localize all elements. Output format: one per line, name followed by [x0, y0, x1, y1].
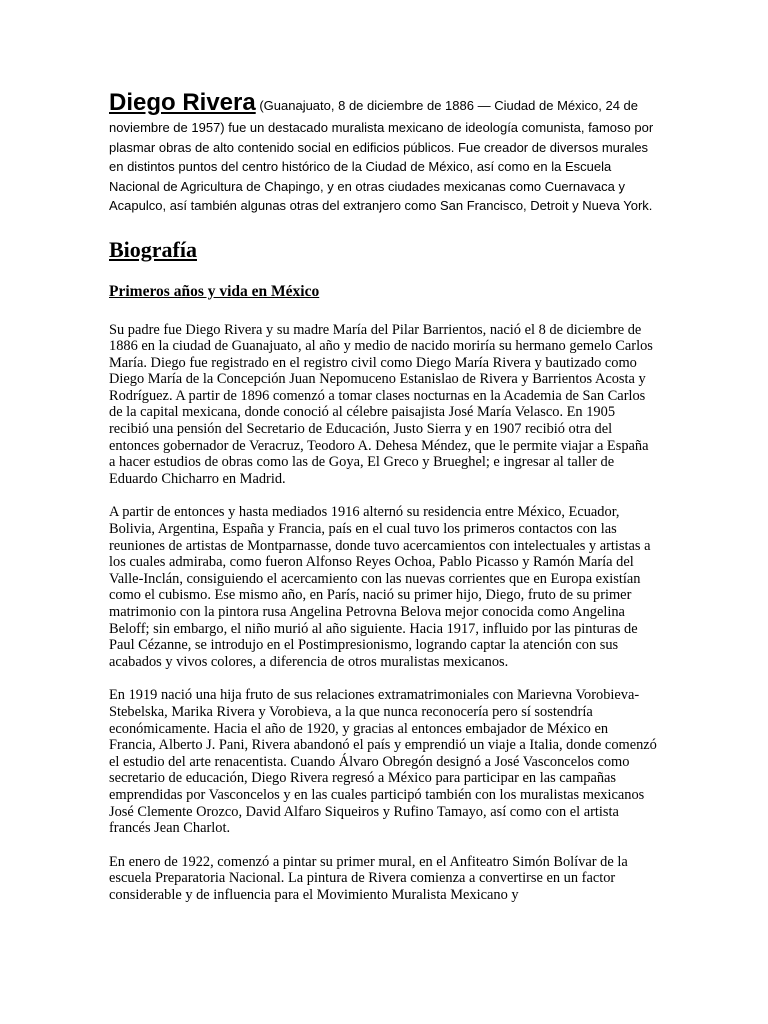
body-paragraph-1: Su padre fue Diego Rivera y su madre María del Pilar Barrientos, nació el 8 de diciembre de 1886 en la ciudad de Guanajuato, al año y medio de nacido moriría su hermano gemelo Carlos María. Diego fue registrado en el registro civil como Diego María Rivera y bautizado como Diego María de la Concepción Juan Nepomuceno Estanislao de Rivera y Barrientos Acosta y Rodríguez. A partir de 1896 comenzó a tomar clases nocturnas en la Academia de San Carlos de la capital mexicana, donde conoció al célebre paisajista José María Velasco. En 1905 recibió una pensión del Secretario de Educación, Justo Sierra y en 1907 recibió otra del entonces gobernador de Veracruz, Teodoro A. Dehesa Méndez, que le permite viajar a España a hacer estudios de obras como las de Goya, El Greco y Brueghel; e ingresar al taller de Eduardo Chicharro en Madrid. [109, 321, 653, 487]
intro-paragraph [109, 88, 657, 216]
body-paragraph-4: En enero de 1922, comenzó a pintar su primer mural, en el Anfiteatro Simón Bolívar de la escuela Preparatoria Nacional. La pintura de Rivera comienza a convertirse en un factor considerable y de influencia para el Movimiento Muralista Mexicano y [109, 853, 628, 903]
subsection-heading-primeros-anos: Primeros años y vida en México [109, 282, 320, 300]
intro-text: (Guanajuato, 8 de diciembre de 1886 — Ciudad de México, 24 de noviembre de 1957) fue un destacado muralista mexicano de ideología comunista, famoso por plasmar obras de alto contenido social en edificios públicos. Fue creador de diversos murales en distintos puntos del centro histórico de la Ciudad de México, así como en la Escuela Nacional de Agricultura de Chapingo, y en otras ciudades mexicanas como Cuernavaca y Acapulco, así también algunas otras del extranjero como San Francisco, Detroit y Nueva York. [109, 98, 654, 213]
body-paragraph-2: A partir de entonces y hasta mediados 1916 alternó su residencia entre México, Ecuador, Bolivia, Argentina, España y Francia, país en el cual tuvo los primeros contactos con las reuniones de artistas de Montparnasse, donde tuvo acercamientos con intelectuales y artistas a los cuales admiraba, como fueron Alfonso Reyes Ochoa, Pablo Picasso y Ramón María del Valle-Inclán, consiguiendo el acercamiento con las nuevas corrientes que en Europa existían como el cubismo. Ese mismo año, en París, nació su primer hijo, Diego, fruto de su primer matrimonio con la pintora rusa Angelina Petrovna Belova mejor conocida como Angelina Beloff; sin embargo, el niño murió al año siguiente. Hacia 1917, influido por las pinturas de Paul Cézanne, se introdujo en el Postimpresionismo, logrando captar la atención con sus acabados y vivos colores, a diferencia de otros muralistas mexicanos. [109, 504, 651, 670]
body-paragraph-3: En 1919 nació una hija fruto de sus relaciones extramatrimoniales con Marievna Vorobieva-Stebelska, Marika Rivera y Vorobieva, a la que nunca reconocería pero sí sostendría económicamente. Hacia el año de 1920, y gracias al entonces embajador de México en Francia, Alberto J. Pani, Rivera abandonó el país y emprendió un viaje a Italia, donde comenzó el estudio del arte renacentista. Cuando Álvaro Obregón designó a José Vasconcelos como secretario de educación, Diego Rivera regresó a México para participar en las campañas emprendidas por Vasconcelos y en las cuales participó también con los muralistas mexicanos José Clemente Orozco, David Alfaro Siqueiros y Rufino Tamayo, así como con el artista francés Jean Charlot. [109, 687, 657, 837]
article-title: Diego Rivera [109, 89, 256, 116]
document-body [109, 88, 657, 904]
section-heading-biografia: Biografía [109, 236, 197, 262]
